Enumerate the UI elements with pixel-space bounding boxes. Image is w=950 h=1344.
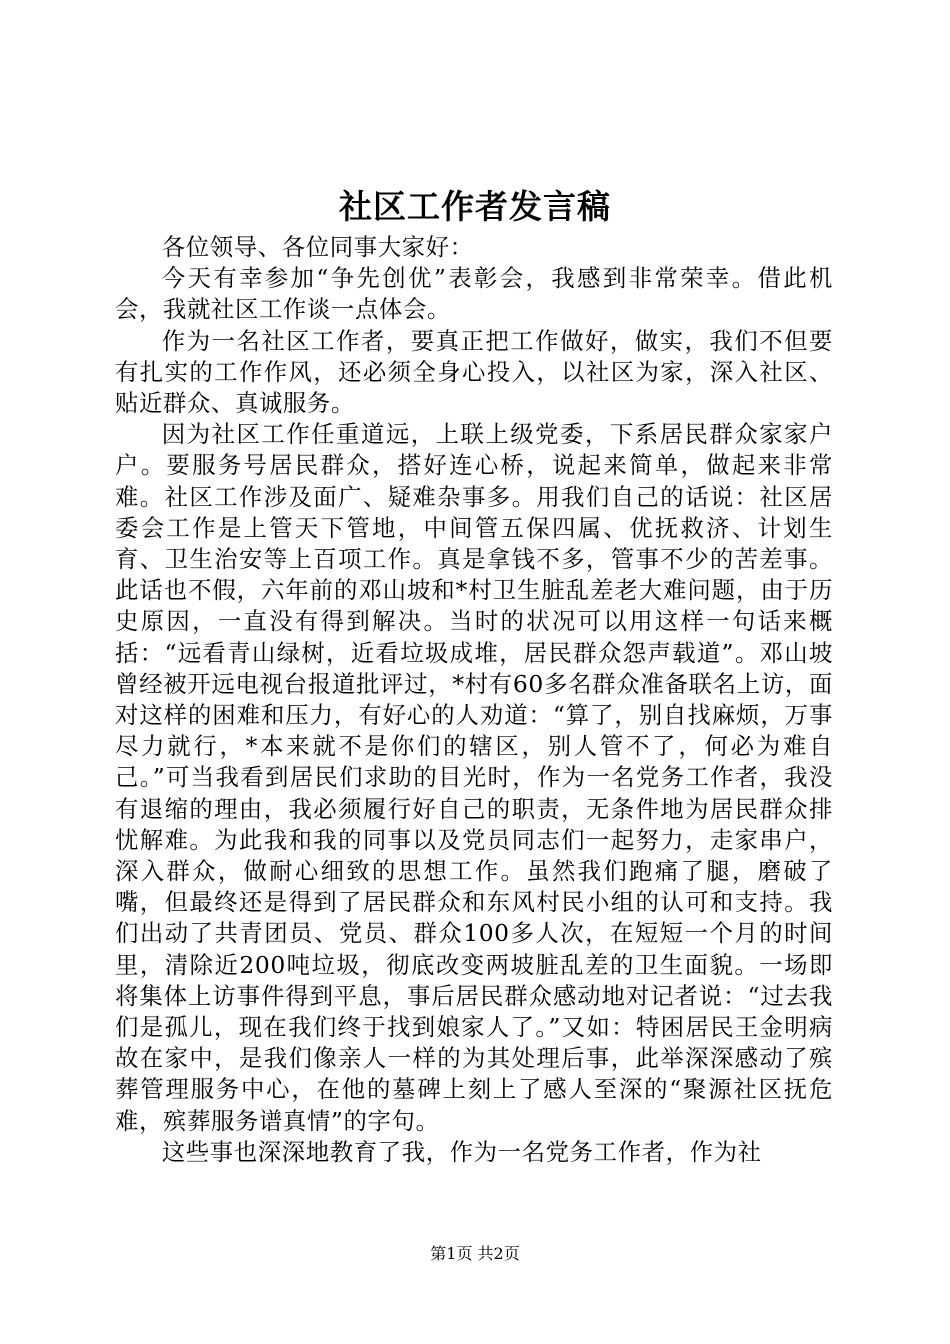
paragraph-commitment: 作为一名社区工作者，要真正把工作做好，做实，我们不但要有扎实的工作作风，还必须全身心投入，以社区为家，深入社区、贴近群众、真诚服务。: [115, 326, 833, 418]
page-number-footer: 第1页 共2页: [430, 1244, 520, 1263]
paragraph-salutation: 各位领导、各位同事大家好：: [161, 233, 474, 261]
document-title: 社区工作者发言稿: [339, 187, 611, 226]
paragraph-reflection: 这些事也深深地教育了我，作为一名党务工作者，作为社: [161, 1137, 762, 1166]
document-body: [115, 232, 833, 1168]
paragraph-experience: 因为社区工作任重道远，上联上级党委，下系居民群众家家户户。要服务号居民群众，搭好连心桥，说起来简单，做起来非常难。社区工作涉及面广、疑难杂事多。用我们自己的话说：社区居委会工作是上管天下管地，中间管五保四属、优抚救济、计划生育、卫生治安等上百项工作。真是拿钱不多，管事不少的苦差事。此话也不假，六年前的邓山坡和*村卫生脏乱差老大难问题，由于历史原因，一直没有得到解决。当时的状况可以用这样一句话来概括：“远看青山绿树，近看垃圾成堆，居民群众怨声载道”。邓山坡曾经被开远电视台报道批评过，*村有60多名群众准备联名上访，面对这样的困难和压力，有好心的人劝道：“算了，别自找麻烦，万事尽力就行，*本来就不是你们的辖区，别人管不了，何必为难自己。”可当我看到居民们求助的目光时，作为一名党务工作者，我没有退缩的理由，我必须履行好自己的职责，无条件地为居民群众排忧解难。为此我和我的同事以及党员同志们一起努力，走家串户，深入群众，做耐心细致的思想工作。虽然我们跑痛了腿，磨破了嘴，但最终还是得到了居民群众和东风村民小组的认可和支持。我们出动了共青团员、党员、群众100多人次，在短短一个月的时间里，清除近200吨垃圾，彻底改变两坡脏乱差的卫生面貌。一场即将集体上访事件得到平息，事后居民群众感动地对记者说：“过去我们是孤儿，现在我们终于找到娘家人了。”又如：特困居民王金明病故在家中，是我们像亲人一样的为其处理后事，此举深深感动了殡葬管理服务中心，在他的墓碑上刻上了感人至深的“聚源社区抚危难，殡葬服务谱真情”的字句。: [115, 420, 833, 1135]
paragraph-opening: 今天有幸参加“争先创优”表彰会，我感到非常荣幸。借此机会，我就社区工作谈一点体会。: [115, 264, 833, 324]
